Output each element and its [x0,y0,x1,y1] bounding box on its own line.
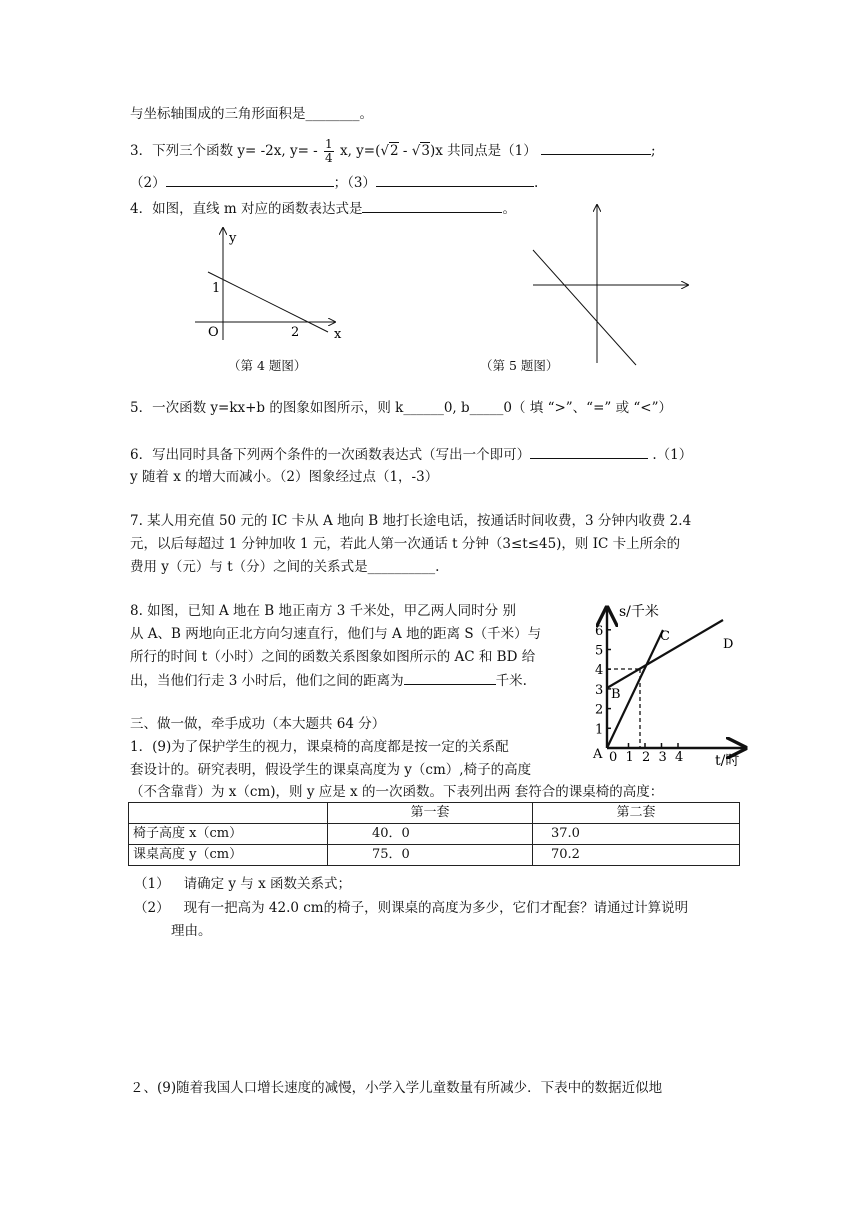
table-row [129,824,740,845]
q3-text-c: )x 共同点是（1） [429,143,537,159]
q7-line1: 7. 某人用充值 50 元的 IC 卡从 A 地向 B 地打长途电话，按通话时间收费，3 分钟内收费 2.4 [130,513,692,529]
table-cell: 75．0 [328,845,533,866]
q5-line: 5．一次函数 y=kx+b 的图象如图所示，则 k______0, b_____0（ 填 “>”、“=” 或 “<”） [130,400,672,416]
q6-text: 6．写出同时具备下列两个条件的一次函数表达式（写出一个即可） [130,447,531,463]
sub-number: （1） [134,876,170,892]
q6-line1 [130,444,692,465]
s-axis-tick-label: 2 [595,702,604,718]
sub-text: 请确定 y 与 x 函数关系式； [183,876,351,892]
sqrt-sign: √ [380,143,389,159]
answer-blank[interactable] [166,172,334,187]
table-cell: 37.0 [533,824,740,845]
table-header-cell: 第二套 [533,803,740,824]
q3-end: ; [651,143,656,159]
q8-text: 出，当他们行走 3 小时后，他们之间的距离为 [130,673,404,689]
origin-label: O [208,325,219,340]
point-b-label: B [611,687,621,702]
sqrt-sign: √ [411,143,421,159]
line-kx-b [533,250,636,365]
q3-text-b: x, y=( [339,143,381,159]
sub-text: 现有一把高为 42.0 cm的椅子，则课桌的高度为多少，它们才配套？请通过计算说明 [183,900,689,916]
table-cell: 40．0 [328,824,533,845]
s-axis-tick-label: 1 [595,722,604,738]
point-d-label: D [723,637,734,652]
t-axis-label: t/时 [715,753,740,769]
line-m [208,272,328,332]
fig8-graph [585,602,755,772]
s-axis-tick-label: 4 [595,663,604,679]
sub-number: （2） [134,900,170,916]
q3-line1 [130,138,656,165]
point-c-label: C [660,629,670,644]
q8-line2: 从 A、B 两地向正北方向匀速直行，他们与 A 地的距离 S（千米）与 [130,626,542,642]
answer-blank[interactable] [362,198,502,213]
desk-chair-table [128,802,740,866]
x-tick-label: 2 [291,325,300,340]
q3-sqrt3: 3 [421,143,430,159]
table-cell: 课桌高度 y（cm） [129,845,328,866]
q4-end: 。 [502,201,516,217]
point-a-label: A [593,747,603,762]
q3-minus: - [398,143,412,159]
s-axis-tick-label: 3 [595,682,604,698]
y-label: y [229,231,237,246]
q6-line2: y 随着 x 的增大而减小。（2）图象经过点（1，-3） [130,469,439,485]
q7-line3: 费用 y（元）与 t（分）之间的关系式是__________. [130,559,440,575]
table-cell: 70.2 [533,845,740,866]
fig5-graph [525,198,695,368]
answer-blank[interactable] [541,140,651,155]
section-3-heading: 三、做一做，牵手成功（本大题共 64 分） [130,716,386,732]
answer-blank[interactable] [404,670,496,685]
t-axis-tick-label: 2 [642,750,651,765]
q7-line2: 元，以后每超过 1 分钟加收 1 元，若此人第一次通话 t 分钟（3≤t≤45)，则 IC 卡上所余的 [130,536,681,552]
p1-line1: 1．(9)为了保护学生的视力，课桌椅的高度都是按一定的关系配 [130,739,509,755]
q3-l2-end: . [533,175,539,191]
answer-blank[interactable] [376,172,534,187]
p1-sub2-cont: 理由。 [171,923,212,939]
q2-tail: 与坐标轴围成的三角形面积是________。 [130,106,373,122]
p2-line1: ２、(9)随着我国人口增长速度的减慢，小学入学儿童数量有所减少．下表中的数据近似地 [130,1080,663,1096]
p1-sub1 [134,874,351,894]
table-header-cell [129,803,328,824]
q4-text: 4．如图，直线 m 对应的函数表达式是 [130,201,363,217]
s-axis-label: s/千米 [619,604,659,620]
p1-line3: （不含靠背）为 x（cm)，则 y 应是 x 的一次函数。下表列出两 套符合的课桌椅的高度： [130,784,664,800]
q6-end: .（1） [648,447,693,463]
fig4-caption: （第 4 题图） [228,358,307,373]
table-header-row [129,803,740,824]
t-axis-tick-label: 3 [658,750,667,765]
table-header-cell: 第一套 [328,803,533,824]
q3-fraction [324,138,334,165]
q8-line1: 8. 如图，已知 A 地在 B 地正南方 3 千米处，甲乙两人同时分 别 [130,603,516,619]
s-axis-tick-label: 5 [595,643,604,659]
frac-den: 4 [325,151,333,165]
t-axis-tick-label: 1 [625,750,634,765]
fig4-graph [190,222,360,347]
q8-line4 [130,670,527,691]
fig5-caption: （第 5 题图） [480,358,559,373]
y-tick-label: 1 [212,281,221,296]
t-axis-tick-label: 4 [675,750,684,765]
q3-text-a: 3．下列三个函数 y= -2x, y= - [130,143,318,159]
p1-sub2 [134,898,688,918]
x-label: x [334,327,342,342]
p1-line2: 套设计的。研究表明，假设学生的课桌高度为 y（cm）,椅子的高度 [130,762,532,778]
q3-line2 [130,172,538,193]
t-axis-tick-label: 0 [609,750,618,765]
s-axis-tick-label: 6 [595,623,604,639]
q3-l2-label: ；（3） [333,175,376,191]
answer-blank[interactable] [530,444,648,459]
q3-sqrt2: 2 [390,143,399,159]
q3-l2-label: （2） [130,175,166,191]
table-row [129,845,740,866]
q8-end: 千米. [495,673,527,689]
q8-line3: 所行的时间 t（小时）之间的函数关系图象如图所示的 AC 和 BD 给 [130,649,536,665]
q4-line [130,198,516,219]
frac-num: 1 [325,137,333,151]
table-cell: 椅子高度 x（cm） [129,824,328,845]
